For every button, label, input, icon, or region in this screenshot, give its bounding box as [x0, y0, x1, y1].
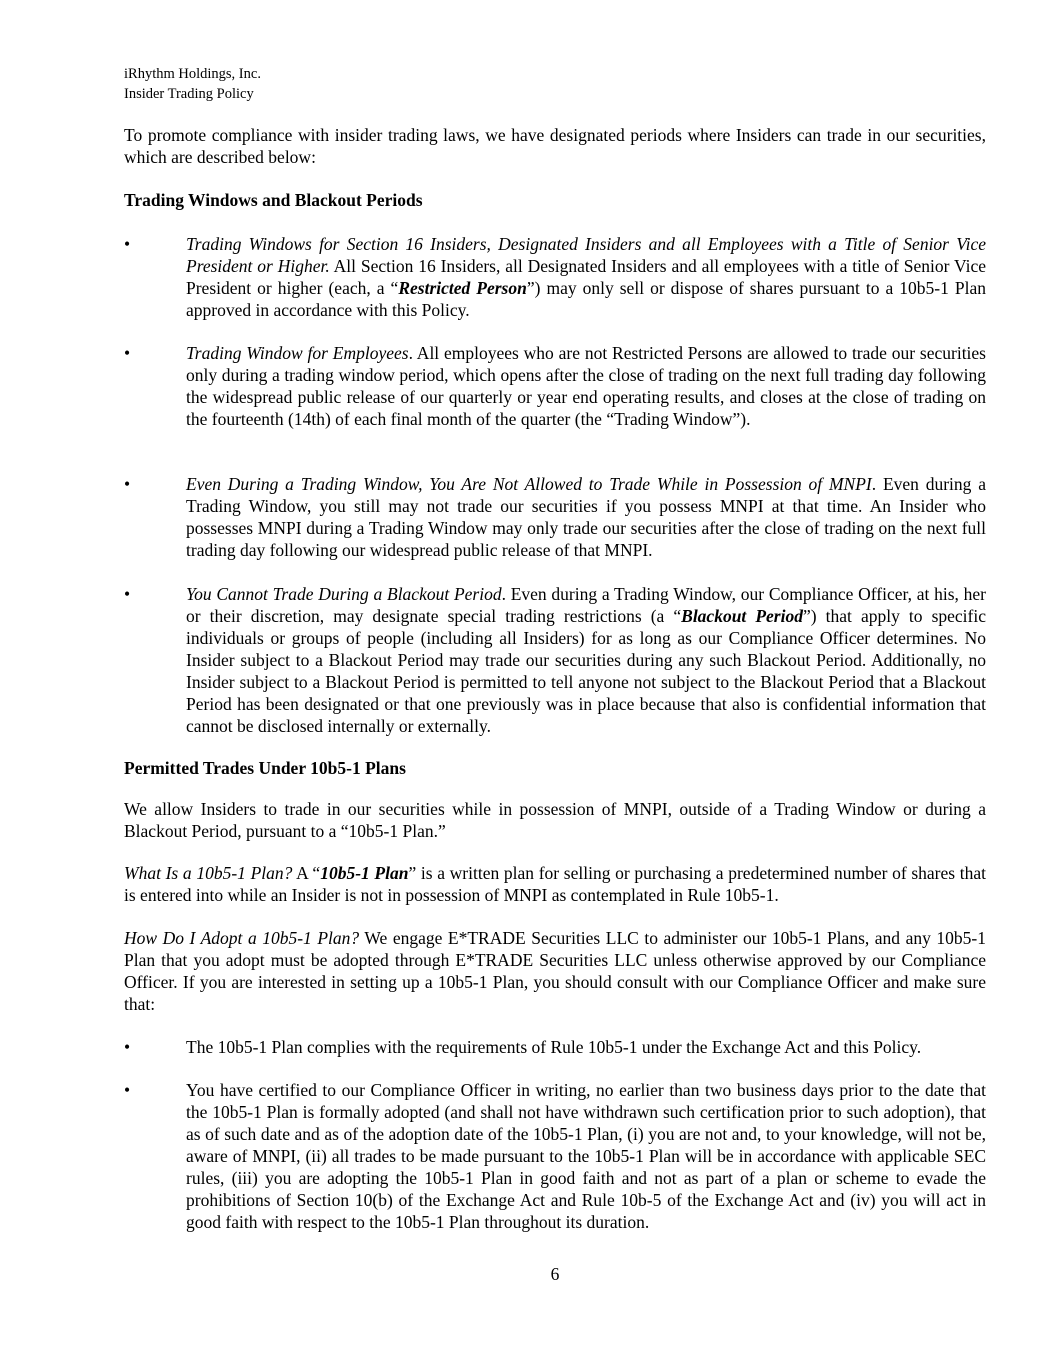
header-company: iRhythm Holdings, Inc.	[124, 66, 261, 82]
bullet-icon: •	[124, 234, 131, 254]
how-adopt-plan-paragraph: How Do I Adopt a 10b5-1 Plan? We engage E*TRADE Securities LLC to administer our 10b5-1 Plans, and any 10b5-1 Plan that you adopt must be adopted through E*TRADE Securities LLC unless otherwise approved by our Compliance Officer. If you are interested in setting up a 10b5-1 Plan, you should consult with our Compliance Officer and make sure that:	[124, 928, 986, 1014]
list-item-text: Even During a Trading Window, You Are Not Allowed to Trade While in Possession of MNPI. Even during a Trading Window, you still may not trade our securities if you possess MNPI at that time. An Insider who possesses MNPI during a Trading Window may only trade our securities after the close of trading on the next full trading day following our widespread public release of that MNPI.	[186, 474, 987, 560]
bullet-icon: •	[124, 1080, 131, 1100]
paragraph-lead: What Is a 10b5-1 Plan?	[124, 863, 293, 883]
intro-paragraph: To promote compliance with insider trading laws, we have designated periods where Insiders can trade in our securities, which are described below:	[124, 125, 986, 167]
section-heading-10b5-1-plans: Permitted Trades Under 10b5-1 Plans	[124, 758, 406, 778]
plans-intro-paragraph: We allow Insiders to trade in our securities while in possession of MNPI, outside of a Trading Window or during a Blackout Period, pursuant to a “10b5-1 Plan.”	[124, 799, 986, 841]
paragraph-lead: How Do I Adopt a 10b5-1 Plan?	[124, 928, 360, 948]
defined-term: Restricted Person	[398, 278, 527, 298]
bullet-icon: •	[124, 343, 131, 363]
list-item-lead: Trading Window for Employees	[186, 343, 409, 363]
list-item-text: You Cannot Trade During a Blackout Period. Even during a Trading Window, our Compliance Officer, at his, her or their discretion, may designate special trading restrictions (a “Blackout Period”) that apply to specific individuals or groups of people (including all Insiders) for as long as our Compliance Officer determines. No Insider subject to a Blackout Period may trade our securities during any such Blackout Period. Additionally, no Insider subject to a Blackout Period is permitted to tell anyone not subject to the Blackout Period that a Blackout Period has been designated or that one previously was in place because that also is confidential information that cannot be disclosed internally or externally.	[186, 584, 986, 736]
defined-term: 10b5-1 Plan	[320, 863, 409, 883]
list-item	[124, 583, 986, 737]
list-item-text: The 10b5-1 Plan complies with the requirements of Rule 10b5-1 under the Exchange Act and this Policy.	[186, 1037, 922, 1057]
list-item	[124, 473, 986, 561]
bullet-icon: •	[124, 584, 131, 604]
page-number: 6	[550, 1264, 560, 1284]
list-item-text: You have certified to our Compliance Officer in writing, no earlier than two business days prior to the date that the 10b5-1 Plan is formally adopted (and shall not have withdrawn such certification prior to such adoption), that as of such date and as of the adoption date of the 10b5-1 Plan, (i) you are not and, to your knowledge, will not be, aware of MNPI, (ii) all trades to be made pursuant to the 10b5-1 Plan will be in accordance with applicable SEC rules, (iii) you are adopting the 10b5-1 Plan in good faith and not as part of a plan or scheme to evade the prohibitions of Section 10(b) of the Exchange Act and Rule 10b-5 of the Exchange Act and (iv) you will act in good faith with respect to the 10b5-1 Plan throughout its duration.	[186, 1080, 986, 1232]
running-header	[124, 64, 261, 104]
what-is-plan-paragraph: What Is a 10b5-1 Plan? A “10b5-1 Plan” is a written plan for selling or purchasing a predetermined number of shares that is entered into while an Insider is not in possession of MNPI as contemplated in Rule 10b5-1.	[124, 863, 986, 905]
defined-term: Blackout Period	[681, 606, 803, 626]
bullet-icon: •	[124, 1037, 131, 1057]
list-item-lead: Trading Windows for Section 16 Insiders, Designated Insiders and all Employees with a Title of Senior Vice President or Higher.	[186, 234, 986, 276]
list-item-lead: Even During a Trading Window, You Are Not Allowed to Trade While in Possession of MNPI	[186, 474, 872, 494]
list-item-text: Trading Window for Employees. All employees who are not Restricted Persons are allowed to trade our securities only during a trading window period, which opens after the close of trading on the next full trading day following the widespread public release of our quarterly or year end operating results, and closes at the close of trading on the fourteenth (14th) of each final month of the quarter (the “Trading Window”).	[186, 343, 986, 429]
list-item	[124, 342, 986, 430]
list-item	[124, 1079, 986, 1233]
list-item	[124, 1036, 986, 1058]
list-item	[124, 233, 986, 321]
bullet-icon: •	[124, 474, 131, 494]
list-item-text: Trading Windows for Section 16 Insiders, Designated Insiders and all Employees with a Title of Senior Vice President or Higher. All Section 16 Insiders, all Designated Insiders and all employees with a title of Senior Vice President or higher (each, a “Restricted Person”) may only sell or dispose of shares pursuant to a 10b5-1 Plan approved in accordance with this Policy.	[186, 234, 986, 320]
header-document-title: Insider Trading Policy	[124, 86, 254, 102]
list-item-lead: You Cannot Trade During a Blackout Period	[186, 584, 502, 604]
section-heading-trading-windows: Trading Windows and Blackout Periods	[124, 190, 423, 210]
